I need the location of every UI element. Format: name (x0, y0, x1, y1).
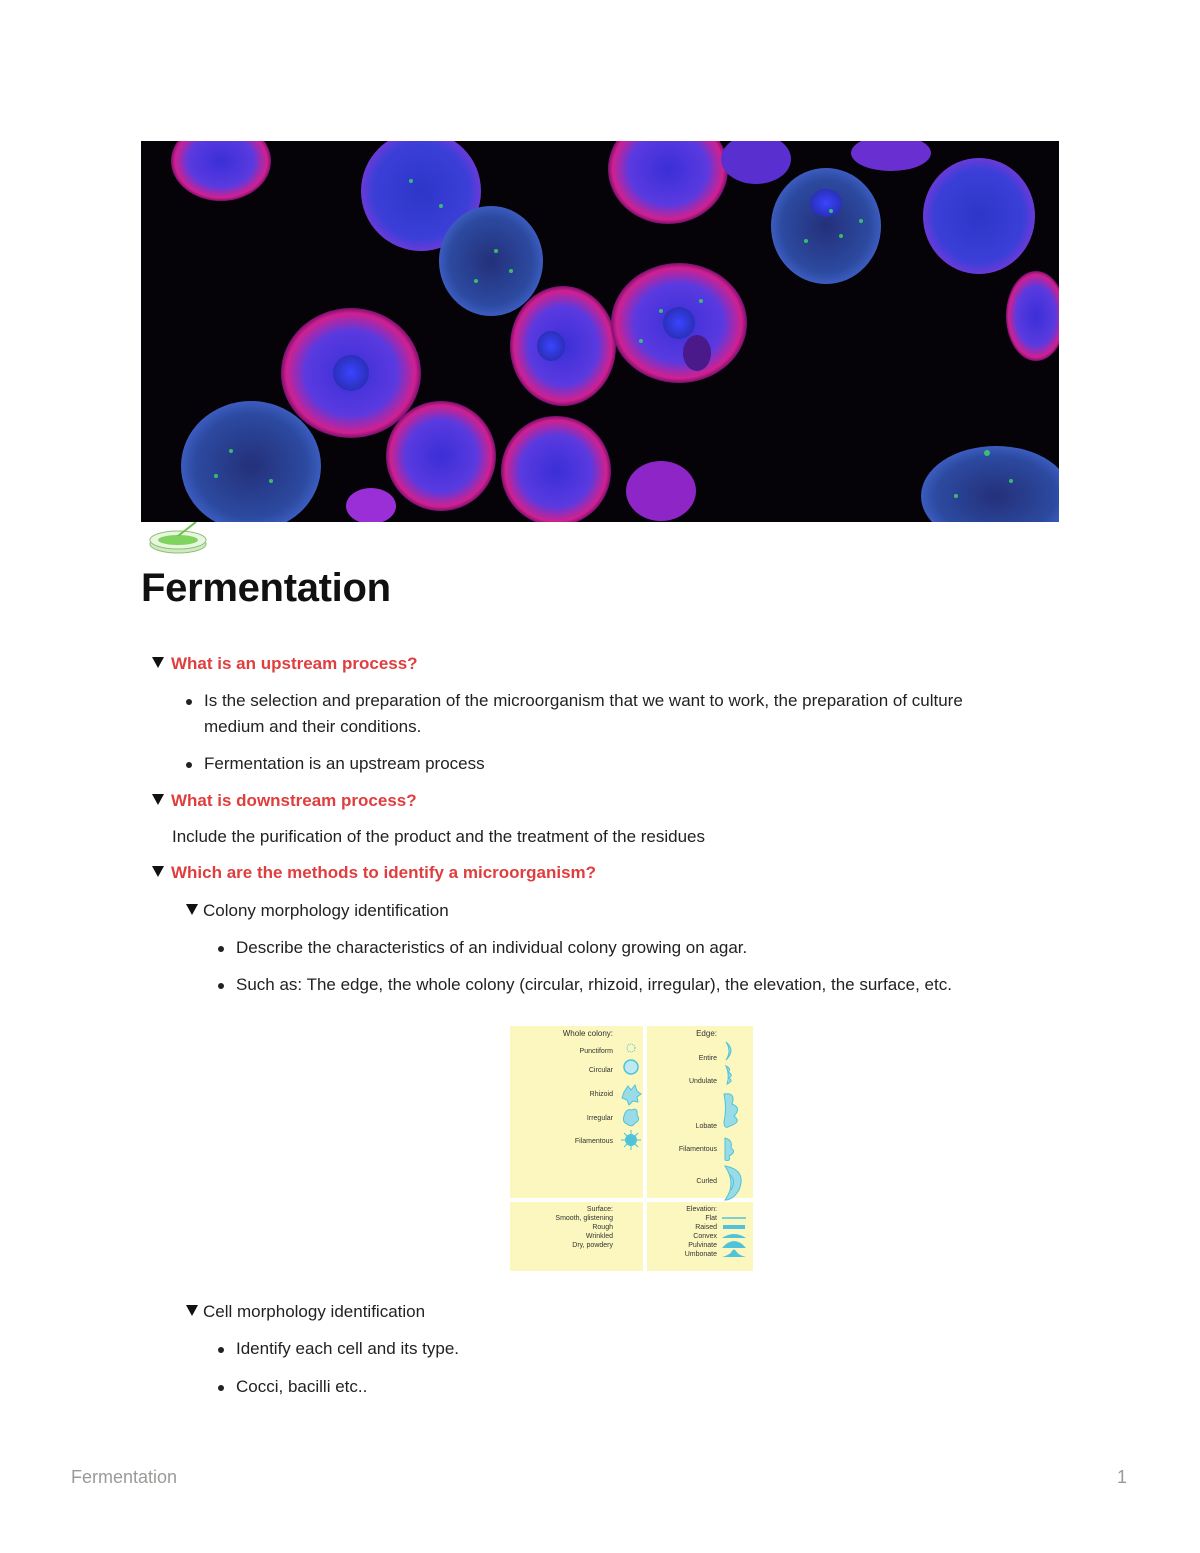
list-item: Cocci, bacilli etc.. (236, 1377, 368, 1396)
elevation-heading: Elevation: (686, 1206, 717, 1213)
label-rhizoid: Rhizoid (589, 1091, 613, 1098)
bullet-icon (218, 983, 224, 989)
label-pulvinate: Pulvinate (688, 1242, 717, 1249)
list-item: Is the selection and preparation of the microorganism that we want to work, the preparation of culture (204, 691, 963, 710)
list-item: Describe the characteristics of an individual colony growing on agar. (236, 938, 748, 957)
label-entire: Entire (698, 1055, 717, 1062)
list-item-continuation: medium and their conditions. (204, 717, 422, 736)
label-edge-filamentous: Filamentous (678, 1146, 717, 1153)
toggle-cell-morphology[interactable] (186, 1302, 425, 1322)
label-curled: Curled (696, 1178, 717, 1185)
bullet-icon (186, 762, 192, 768)
bullet-icon (186, 699, 192, 705)
cell-shapes (171, 141, 1059, 522)
bullet-icon (218, 1385, 224, 1391)
label-dry: Dry, powdery (572, 1242, 613, 1249)
list-item: Identify each cell and its type. (236, 1339, 460, 1358)
label-rough: Rough (592, 1224, 613, 1231)
page-title: Fermentation (141, 566, 391, 610)
question-heading: What is downstream process? (171, 791, 417, 810)
toggle-colony-morphology[interactable] (186, 901, 449, 921)
label-flat: Flat (705, 1215, 717, 1222)
whole-colony-heading: Whole colony: (562, 1029, 613, 1038)
list-item: Such as: The edge, the whole colony (circular, rhizoid, irregular), the elevation, the surface, etc. (236, 975, 952, 994)
toggle-identify-methods[interactable] (152, 863, 596, 883)
colony-morphology-figure (510, 1026, 753, 1271)
question-heading: Which are the methods to identify a microorganism? (171, 863, 597, 882)
question-heading: What is an upstream process? (171, 654, 418, 673)
caret-down-icon (152, 866, 164, 877)
caret-down-icon (186, 1305, 198, 1316)
label-smooth: Smooth, glistening (555, 1215, 613, 1222)
bullet-icon (218, 946, 224, 952)
caret-down-icon (186, 904, 198, 915)
label-wrinkled: Wrinkled (585, 1233, 613, 1240)
petri-dish-icon (146, 522, 212, 556)
label-umbonate: Umbonate (684, 1251, 717, 1258)
edge-heading: Edge: (696, 1029, 717, 1038)
caret-down-icon (152, 794, 164, 805)
label-filamentous: Filamentous (574, 1138, 613, 1145)
cover-image (141, 141, 1059, 522)
label-undulate: Undulate (688, 1078, 717, 1085)
page-number: 1 (1117, 1467, 1128, 1487)
label-circular: Circular (588, 1067, 613, 1074)
label-lobate: Lobate (695, 1123, 717, 1130)
subsection-title: Cell morphology identification (203, 1302, 426, 1321)
surface-heading: Surface: (586, 1206, 613, 1213)
footer-title: Fermentation (71, 1467, 178, 1487)
bullet-icon (218, 1347, 224, 1353)
answer-text: Include the purification of the product and the treatment of the residues (172, 827, 706, 846)
subsection-title: Colony morphology identification (203, 901, 449, 920)
caret-down-icon (152, 657, 164, 668)
label-irregular: Irregular (586, 1115, 613, 1122)
label-punctiform: Punctiform (579, 1048, 613, 1055)
label-raised: Raised (695, 1224, 717, 1231)
label-convex: Convex (693, 1233, 717, 1240)
toggle-upstream[interactable] (152, 654, 418, 674)
list-item: Fermentation is an upstream process (204, 754, 485, 773)
toggle-downstream[interactable] (152, 791, 417, 811)
